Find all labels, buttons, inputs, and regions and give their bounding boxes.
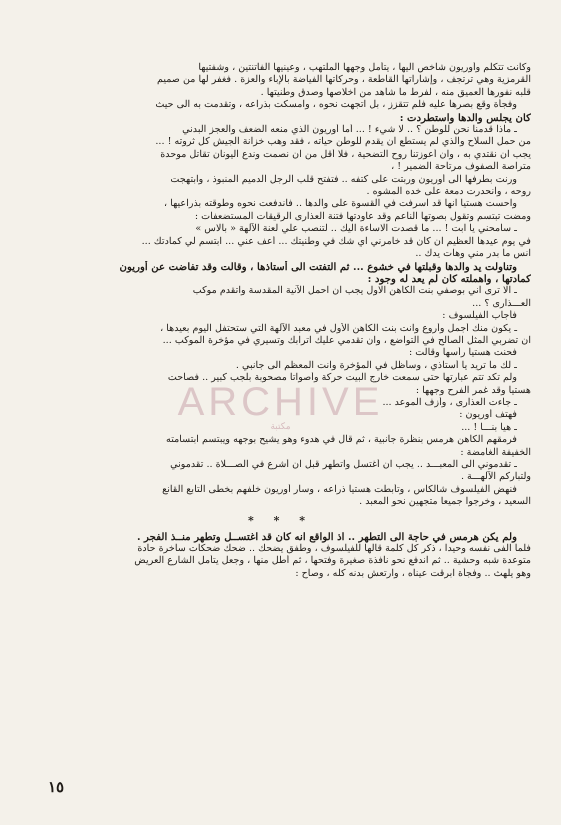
text-line: العـــذارى ؟ ... [472,297,531,309]
text-line: وتناولت يد والدها وقبلتها في خشوع ... ثم التفتت الى أستاذها ، وقالت وقد تفاضت عن أوريون [119,260,517,273]
text-line: متوعدة شبه وحشية .. ثم اندفع نحو نافذة صغيرة وفتحها ، ثم أطل منها ، وجعل يتأمل الشارع العريض [134,555,531,567]
text-line: فنهض الفيلسوف شالكاس ، وتأبطت هستيا ذراعه ، وسار أوريون خلفهم بخطى التابع القانع [162,483,517,495]
text-line: ـ لك ما تريد يا أستاذي ، وسأظل في المؤخرة وانت المعظم الى جانبي . [235,359,517,371]
text-line: ـ تقدموني الى المعبـــد .. يجب ان أغتسل واتطهر قبل ان أشرع في الصـــلاة .. تقدموني [170,459,517,470]
text-line: ـ الا ترى اني بوصفي بنت الكاهن الاول يجب ان احمل الآنية المقدسة واتقدم موكب [192,285,517,297]
text-line: السعيد ، وخرجوا جميعا متجهين نحو المعبد . [359,496,531,508]
text-line: هستيا وقد غمر الفرح وجهها : [415,384,531,396]
text-line: في يوم عيدها العظيم ان كان قد خامرني اي شك في وطنيتك ... أعف عني ... ابتسم لي كمادتك ... [141,235,531,247]
text-line: قلبه نفورها العميق منه ، لفرط ما شاهد من اخلاصها وصدق وطنيتها . [260,86,531,98]
text-line: وكانت تتكلم وأوريون شاخص اليها ، يتأمل وجهها الملتهب ، وعينيها الفاتنتين ، وشفتيها [198,62,531,73]
text-line: ـ جاءت العذارى ، وأزف الموعد ... [382,396,517,408]
text-line: ان تضربي المثل الصالح في التواضع ، وان تقدمي عليك اترابك وتسيري في مؤخرة الموكب ... [162,334,531,346]
text-line: ـ سامحني يا ابت ! ... ما قصدت الاساءة اليك .. لتنصب علي لعنة الآلهة « بالاس » [195,223,517,235]
text-line: فرمقهم الكاهن هرمس بنظرة جانبية ، ثم قال في هدوء وهو يشيح بوجهه ويبتسم ابتسامته [166,434,517,446]
text-line: فهتف أوريون : [459,409,517,421]
section-separator: * * * [248,513,313,527]
text-line: متراصة الصفوف مرتاحة الضمير ! ، [391,161,531,173]
text-line: انس ما بدر مني وهات يدك .. [415,248,531,260]
text-line: واحست هستيا انها قد اسرفت في القسوة على والدها .. فاندفعت نحوه وطوقته بذراعيها ، [164,198,517,210]
watermark-subtitle: مكتبة [270,422,291,432]
text-line: وفجأة وقع بصرها عليه فلم تتقزز ، بل اتجهت نحوه ، وامسكت بذراعه ، وتقدمت به الى حيث [155,99,517,111]
text-line: ـ ماذا قدمنا نحن للوطن ؟ .. لا شيء ! ... أما أوريون الذي منعه الضعف والعجز البدني [182,124,517,136]
text-line: ولم يكن هرمس في حاجة الى التطهر .. اذ الواقع انه كان قد اغتســل وتطهر منــذ الفجر . [136,530,517,543]
text-line: فأجاب الفيلسوف : [442,310,517,322]
text-line: ـ هيا بنـــا ! ... [461,421,517,433]
text-line: ـ يكون منك أجمل وأروع وانت بنت الكاهن الأول في معبد الآلهة التي ستحتفل اليوم بعيدها ، [160,322,517,334]
text-line: يجب ان نقتدي به ، وان أعوزتنا روح التضحية ، فلا أقل من ان نصمت وندع اليونان تقاتل موحدة [160,148,531,160]
text-line: القرمزية وهي ترتجف ، وإشاراتها القاطعة ، وحركاتها الفياضة بالإباء والعزة . فغفر لها من صميم [156,74,531,86]
page-number: ١٥ [48,778,65,796]
text-line: ورنت بطرفها الى أوريون وربتت على كتفه .. فتفتح قلب الرجل الدميم المنبوذ ، وابتهجت [170,173,517,185]
text-line: الخفيفة الغامضة : [460,446,531,458]
text-line: ولتباركم الآلهـــة . [460,471,531,483]
text-line: ومضت تبتسم وتقول بصوتها الناعم وقد عاودتها فتنة العذارى الرقيقات المستضعفات : [194,210,531,222]
archive-watermark: ARCHIVE [177,380,384,424]
text-line: وهو يلهث .. وفجأة ابرقت عيناه ، وارتعش بدنه كله ، وصاح : [295,567,531,579]
text-line: كان يجلس والدها واستطردت : [399,111,531,124]
text-line: فلما الفى نفسه وحيدا ، ذكر كل كلمة قالها للفيلسوف ، وطفق يضحك .. ضحك ضحكات ساخرة حادة [137,543,531,555]
text-line: كمادتها ، واهملته كان لم يعد له وجود : [367,272,531,285]
text-line: فحنت هستيا رأسها وقالت : [408,347,517,359]
text-line: روحه ، وانحدرت دمعة على خده المشوه . [366,186,531,198]
text-line: من حمل السلاح والذي لم يستطع ان يقدم للوطن حياته ، فقد وهب خزانة الجيش كل ثروته ! ... [155,136,531,148]
text-line: ولم تكد تتم عبارتها حتى سمعت خارج البيت حركة وأصواتا مصحوبة بلجب كبير .. فصاحت [167,372,517,384]
